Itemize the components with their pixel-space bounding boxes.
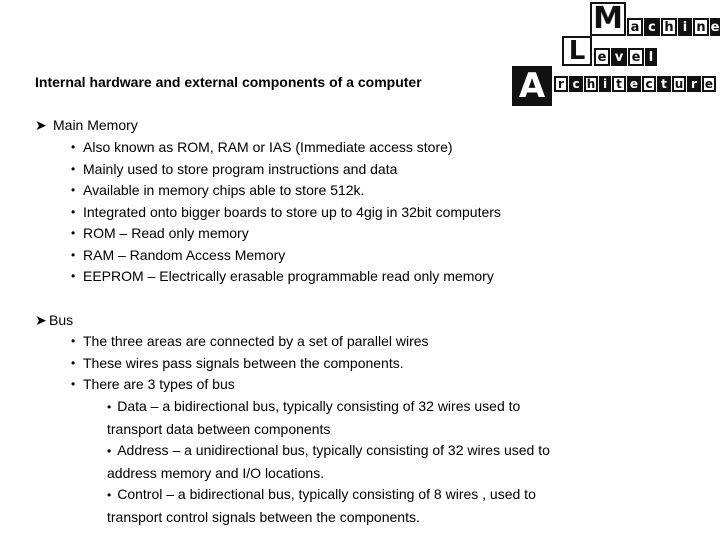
logo-letter: c	[569, 76, 583, 92]
bus-type-address: • Address – a unidirectional bus, typically consisting of 32 wires used to address memory and I/O locations.	[107, 440, 667, 484]
list-item: • ROM – Read only memory	[83, 223, 501, 245]
main-memory-list	[83, 137, 501, 288]
arrow-bullet-icon: ➤	[35, 118, 47, 134]
list-item: • These wires pass signals between the components.	[83, 353, 429, 375]
logo-letter: e	[627, 76, 641, 92]
bus-type-line: address memory and I/O locations.	[107, 464, 325, 481]
bus-type-control: • Control – a bidirectional bus, typically consisting of 8 wires , used to transport control signals between the components.	[107, 484, 667, 528]
machine-level-architecture-logo	[510, 0, 720, 110]
logo-letter: t	[612, 76, 626, 92]
bus-type-line: transport data between components	[107, 420, 331, 437]
list-item: • Available in memory chips able to store 512k.	[83, 180, 501, 202]
logo-letter: l	[645, 48, 657, 66]
list-item: • EEPROM – Electrically erasable programmable read only memory	[83, 266, 501, 288]
list-item: • There are 3 types of bus	[83, 374, 429, 396]
bus-type-line: Address – a unidirectional bus, typically consisting of 32 wires used to	[117, 442, 550, 458]
logo-letter: r	[554, 76, 568, 92]
logo-letter: e	[628, 48, 644, 66]
bus-list	[83, 331, 429, 396]
bus-type-line: Control – a bidirectional bus, typically consisting of 8 wires , used to	[117, 486, 536, 502]
bus-types-list	[107, 396, 667, 528]
logo-letter: i	[678, 18, 692, 36]
logo-letter: e	[594, 48, 610, 66]
logo-letter: h	[584, 76, 598, 92]
list-item: • The three areas are connected by a set of parallel wires	[83, 331, 429, 353]
bus-title	[35, 312, 73, 329]
bus-type-data: • Data – a bidirectional bus, typically consisting of 32 wires used to transport data between components	[107, 396, 667, 440]
logo-letter: c	[642, 76, 656, 92]
bus-type-line: Data – a bidirectional bus, typically consisting of 32 wires used to	[117, 398, 521, 414]
main-memory-title	[35, 117, 138, 134]
logo-letter: v	[611, 48, 627, 66]
logo-letter: L	[562, 36, 592, 66]
logo-letter: c	[644, 18, 660, 36]
bus-type-line: transport control signals between the components.	[107, 508, 420, 525]
logo-letter: e	[702, 76, 716, 92]
list-item: • Mainly used to store program instructions and data	[83, 159, 501, 181]
logo-letter: r	[687, 76, 701, 92]
list-item: • RAM – Random Access Memory	[83, 245, 501, 267]
logo-letter: u	[672, 76, 686, 92]
slide-heading: Internal hardware and external components of a computer	[35, 74, 422, 90]
arrow-bullet-icon: ➤	[35, 313, 47, 329]
logo-letter: i	[599, 76, 611, 92]
logo-letter: M	[590, 2, 626, 36]
logo-letter: n	[693, 18, 709, 36]
main-memory-title-text: Main Memory	[53, 117, 138, 133]
list-item: • Also known as ROM, RAM or IAS (Immediate access store)	[83, 137, 501, 159]
logo-letter: e	[710, 19, 720, 35]
logo-letter: h	[661, 18, 677, 36]
list-item: • Integrated onto bigger boards to store up to 4gig in 32bit computers	[83, 202, 501, 224]
logo-letter: a	[627, 18, 643, 36]
bus-title-text: Bus	[49, 312, 74, 328]
logo-letter: t	[657, 76, 671, 92]
logo-letter: A	[512, 66, 552, 106]
